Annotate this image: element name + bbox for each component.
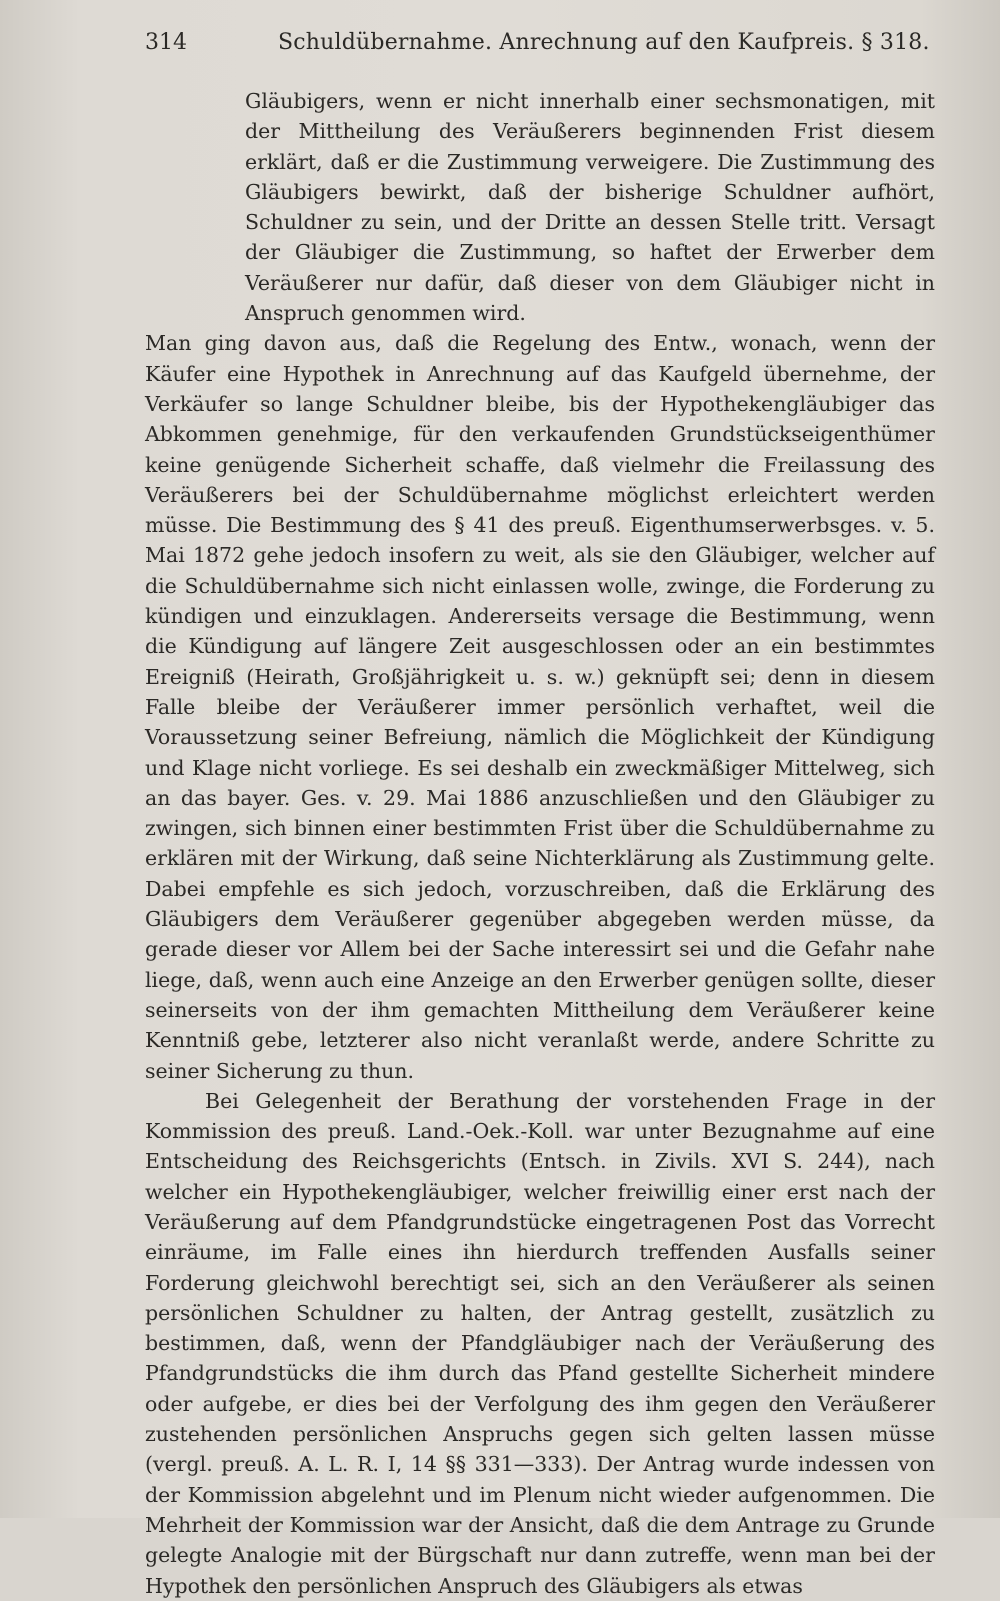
paragraph: Bei Gelegenheit der Berathung der vorstehenden Frage in der Kommission des preuß. Land.-Oek.-Koll. war unter Bezugnahme auf eine Entscheidung des Reichsgerichts (Entsch. in Zivils. XVI S. 244), nach welcher ein Hypothekengläubiger, welcher freiwillig einer erst nach der Veräußerung auf dem Pfandgrundstücke eingetragenen Post das Vorrecht einräume, im Falle eines ihn hierdurch treffenden Ausfalls seiner Forderung gleichwohl berechtigt sei, sich an den Veräußerer als seinen persönlichen Schuldner zu halten, der Antrag gestellt, zusätzlich zu bestimmen, daß, wenn der Pfandgläubiger nach der Veräußerung des Pfandgrundstücks die ihm durch das Pfand gestellte Sicherheit mindere oder aufgebe, er dies bei der Verfolgung des ihm gegen den Veräußerer zustehenden persönlichen Anspruchs gegen sich gelten lassen müsse (vergl. preuß. A. L. R. I, 14 §§ 331—333). Der Antrag wurde indessen von der Kommission abgelehnt und im Plenum nicht wieder aufgenommen. Die Mehrheit der Kommission war der Ansicht, daß die dem Antrage zu Grunde gelegte Analogie mit der Bürgschaft nur dann zutreffe, wenn man bei der Hypothek den persönlichen Anspruch des Gläubigers als etwas xyxy=(145,1088,935,1598)
quoted-paragraph: Gläubigers, wenn er nicht innerhalb einer sechsmonatigen, mit der Mittheilung des Veräußerers beginnenden Frist diesem erklärt, daß er die Zustimmung verweigere. Die Zustimmung des Gläubigers bewirkt, daß der bisherige Schuldner aufhört, Schuldner zu sein, und der Dritte an dessen Stelle tritt. Versagt der Gläubiger die Zustimmung, so haftet der Erwerber dem Veräußerer nur dafür, daß dieser von dem Gläubiger nicht in Anspruch genommen wird. xyxy=(245,89,935,326)
body-text xyxy=(145,86,935,1601)
page-header xyxy=(145,30,935,62)
running-title: Schuldübernahme. Anrechnung auf den Kaufpreis. § 318. xyxy=(278,30,930,55)
page-number: 314 xyxy=(145,30,187,55)
paragraph: Man ging davon aus, daß die Regelung des Entw., wonach, wenn der Käufer eine Hypothek in Anrechnung auf das Kaufgeld übernehme, der Verkäufer so lange Schuldner bleibe, bis der Hypothekengläubiger das Abkommen genehmige, für den verkaufenden Grundstückseigenthümer keine genügende Sicherheit schaffe, daß vielmehr die Freilassung des Veräußerers bei der Schuldübernahme möglichst erleichtert werden müsse. Die Bestimmung des § 41 des preuß. Eigenthumserwerbsges. v. 5. Mai 1872 gehe jedoch insofern zu weit, als sie den Gläubiger, welcher auf die Schuldübernahme sich nicht einlassen wolle, zwinge, die Forderung zu kündigen und einzuklagen. Andererseits versage die Bestimmung, wenn die Kündigung auf längere Zeit ausgeschlossen oder an ein bestimmtes Ereigniß (Heirath, Großjährigkeit u. s. w.) geknüpft sei; denn in diesem Falle bleibe der Veräußerer immer persönlich verhaftet, weil die Voraussetzung seiner Befreiung, nämlich die Möglichkeit der Kündigung und Klage nicht vorliege. Es sei deshalb ein zweckmäßiger Mittelweg, sich an das bayer. Ges. v. 29. Mai 1886 anzuschließen und den Gläubiger zu zwingen, sich binnen einer bestimmten Frist über die Schuldübernahme zu erklären mit der Wirkung, daß seine Nichterklärung als Zustimmung gelte. Dabei empfehle es sich jedoch, vorzuschreiben, daß die Erklärung des Gläubigers dem Veräußerer gegenüber abgegeben werden müsse, da gerade dieser vor Allem bei der Sache interessirt sei und die Gefahr nahe liege, daß, wenn auch eine Anzeige an den Erwerber genügen sollte, dieser seinerseits von der ihm gemachten Mittheilung dem Veräußerer keine Kenntniß gebe, letzterer also nicht veranlaßt werde, andere Schritte zu seiner Sicherung zu thun. xyxy=(145,331,935,1083)
